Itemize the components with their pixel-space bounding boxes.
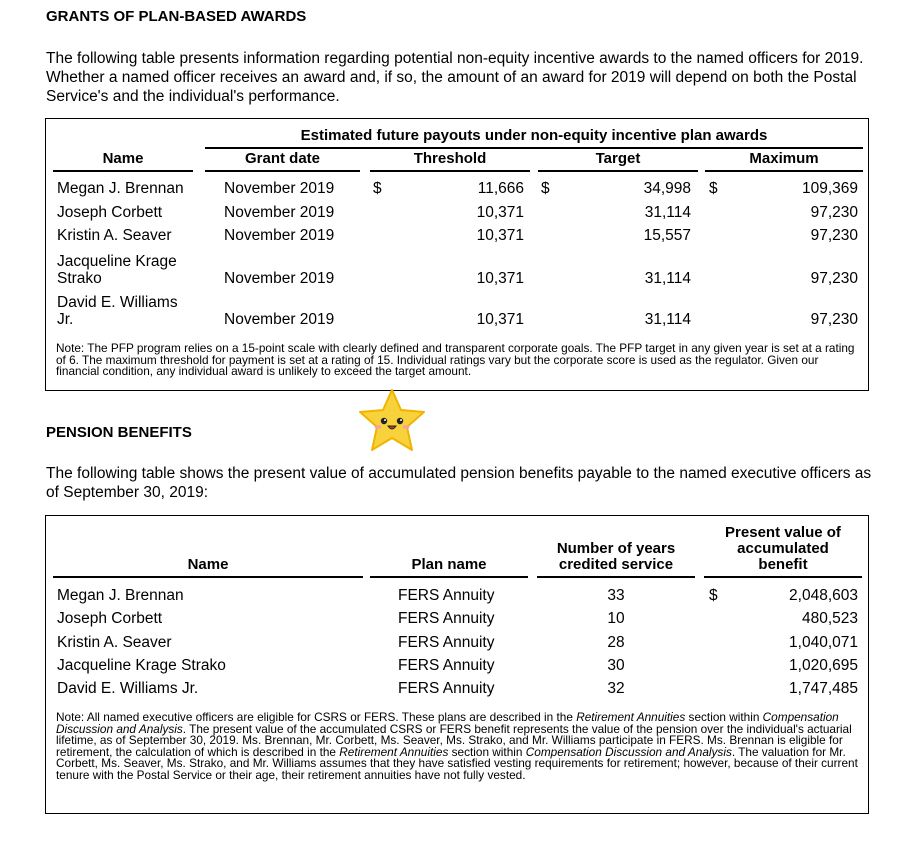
pension-row-name: Kristin A. Seaver: [57, 634, 172, 651]
pension-row-years: 28: [607, 634, 625, 651]
grants-row-target: 31,114: [644, 270, 691, 287]
grants-row-name: Jacqueline Krage: [57, 253, 177, 270]
grants-row-name-cont: Jr.: [57, 311, 74, 328]
grants-row-threshold: 10,371: [476, 311, 524, 328]
grants-row-maximum: 97,230: [810, 270, 858, 287]
pension-row-value: 1,747,485: [789, 680, 858, 697]
col-header-pv-line3: benefit: [758, 556, 808, 573]
grants-row-name: David E. Williams: [57, 294, 178, 311]
grants-row-threshold: 10,371: [476, 227, 524, 244]
currency-symbol: $: [709, 587, 718, 604]
pension-row-value: 2,048,603: [789, 587, 858, 604]
grants-row-target: 31,114: [644, 311, 691, 328]
pension-row-value: 480,523: [801, 610, 858, 627]
note-italic-ref: Compensation Discussion and Analysis: [525, 744, 732, 759]
note-text: section within: [685, 710, 763, 724]
grants-row-maximum: 97,230: [810, 204, 858, 221]
note-text: section within: [448, 744, 526, 759]
pension-note: [56, 712, 861, 781]
rule-grant-date: [205, 170, 360, 172]
col-header-pv-line1: Present value of: [725, 524, 841, 541]
currency-symbol: $: [541, 180, 550, 197]
pension-row-plan: FERS Annuity: [398, 587, 495, 604]
col-header-years-line1: Number of years: [556, 540, 676, 557]
grants-row-threshold: 10,371: [476, 270, 524, 287]
rule-years: [537, 576, 695, 578]
col-header-years-line2: credited service: [558, 556, 674, 573]
pension-row-plan: FERS Annuity: [398, 657, 495, 674]
col-header-name: Name: [187, 556, 229, 573]
pension-intro: The following table shows the present value of accumulated pension benefits payable to the named executive officers as of September 30, 2019:: [46, 465, 872, 501]
rule-maximum: [705, 170, 863, 172]
pension-row-plan: FERS Annuity: [398, 610, 495, 627]
currency-symbol: $: [373, 180, 382, 197]
note-italic-ref: Retirement Annuities: [339, 744, 449, 759]
group-header-rule: [205, 147, 863, 149]
currency-symbol: $: [709, 180, 718, 197]
grants-row-grant-date: November 2019: [224, 204, 335, 221]
col-header-pv-line2: accumulated: [737, 540, 829, 557]
col-header-plan-name: Plan name: [411, 556, 487, 573]
note-text: . The valuation for Mr. Corbett, Ms. Seaver, Ms. Strako, and Mr. Williams assumes that they have satisfied vesting requirements for retirement; however, because of their current tenure with the Postal Service or their age, their retirement annuities have not fully vested.: [56, 744, 858, 782]
note-text: Note: All named executive officers are eligible for CSRS or FERS. These plans are described in the: [56, 710, 577, 724]
grants-row-target: 34,998: [643, 180, 691, 197]
grants-row-maximum: 97,230: [810, 311, 858, 328]
pension-row-name: David E. Williams Jr.: [57, 680, 199, 697]
pension-row-name: Joseph Corbett: [57, 610, 163, 627]
grants-row-maximum: 109,369: [801, 180, 858, 197]
rule-name: [53, 576, 363, 578]
grants-row-name: Joseph Corbett: [57, 204, 163, 221]
grants-row-name-cont: Strako: [57, 270, 102, 287]
grants-row-maximum: 97,230: [810, 227, 858, 244]
grants-row-name: Kristin A. Seaver: [57, 227, 172, 244]
col-header-name: Name: [102, 150, 144, 167]
grants-row-target: 31,114: [644, 204, 691, 221]
pension-row-years: 33: [607, 587, 625, 604]
grants-row-grant-date: November 2019: [224, 270, 335, 287]
pension-row-value: 1,020,695: [789, 657, 858, 674]
col-header-target: Target: [595, 150, 641, 167]
col-header-years: [537, 541, 695, 573]
rule-plan-name: [370, 576, 528, 578]
note-italic-ref: Compensation Discussion and Analysis: [56, 710, 839, 736]
rule-name: [53, 170, 193, 172]
col-header-threshold: Threshold: [413, 150, 487, 167]
pension-row-plan: FERS Annuity: [398, 634, 495, 651]
grants-row-grant-date: November 2019: [224, 180, 335, 197]
note-italic-ref: Retirement Annuities: [576, 710, 686, 724]
grants-note: Note: The PFP program relies on a 15-point scale with clearly defined and transparent corporate goals. The PFP target in any given year is set at a rating of 6. The maximum threshold for payment is set at a rating of 15. Individual ratings vary but the corporate score is used as the regulator. Given our financial condition, any individual award is unlikely to exceed the target amount.: [56, 341, 855, 378]
grants-intro: The following table presents information regarding potential non-equity incentive awards to the named officers for 2019. Whether a named officer receives an award and, if so, the amount of an award for 2019 will depend on both the Postal Service's and the individual's performance.: [46, 50, 864, 105]
pension-row-value: 1,040,071: [789, 634, 858, 651]
pension-row-years: 32: [607, 680, 625, 697]
rule-present-value: [704, 576, 862, 578]
col-header-present-value: [704, 525, 862, 573]
pension-heading: PENSION BENEFITS: [46, 424, 192, 441]
pension-row-plan: FERS Annuity: [398, 680, 495, 697]
rule-threshold: [370, 170, 530, 172]
pension-row-years: 10: [607, 610, 625, 627]
grants-row-threshold: 11,666: [477, 180, 524, 197]
grants-heading: GRANTS OF PLAN-BASED AWARDS: [46, 8, 307, 25]
smiling-star-icon: [357, 388, 427, 454]
grants-row-grant-date: November 2019: [224, 311, 335, 328]
pension-row-years: 30: [607, 657, 625, 674]
col-header-maximum: Maximum: [749, 150, 819, 167]
grants-row-threshold: 10,371: [476, 204, 524, 221]
grants-row-target: 15,557: [643, 227, 691, 244]
pension-row-name: Megan J. Brennan: [57, 587, 184, 604]
grants-row-name: Megan J. Brennan: [57, 180, 184, 197]
grants-group-header: Estimated future payouts under non-equity incentive plan awards: [300, 127, 768, 144]
rule-target: [538, 170, 698, 172]
pension-row-name: Jacqueline Krage Strako: [57, 657, 226, 674]
note-text: . The present value of the accumulated CSRS or FERS benefit represents the value of the pension over the individual's actuarial lifetime, as of September 30, 2019. Ms. Brennan, Mr. Corbett, Ms. Seaver, Ms. Strako, and Mr. Williams participate in FERS. Ms. Brennan is eligible for retirement, the calculation of which is described in the: [56, 721, 852, 759]
grants-row-grant-date: November 2019: [224, 227, 335, 244]
col-header-grant-date: Grant date: [244, 150, 320, 167]
